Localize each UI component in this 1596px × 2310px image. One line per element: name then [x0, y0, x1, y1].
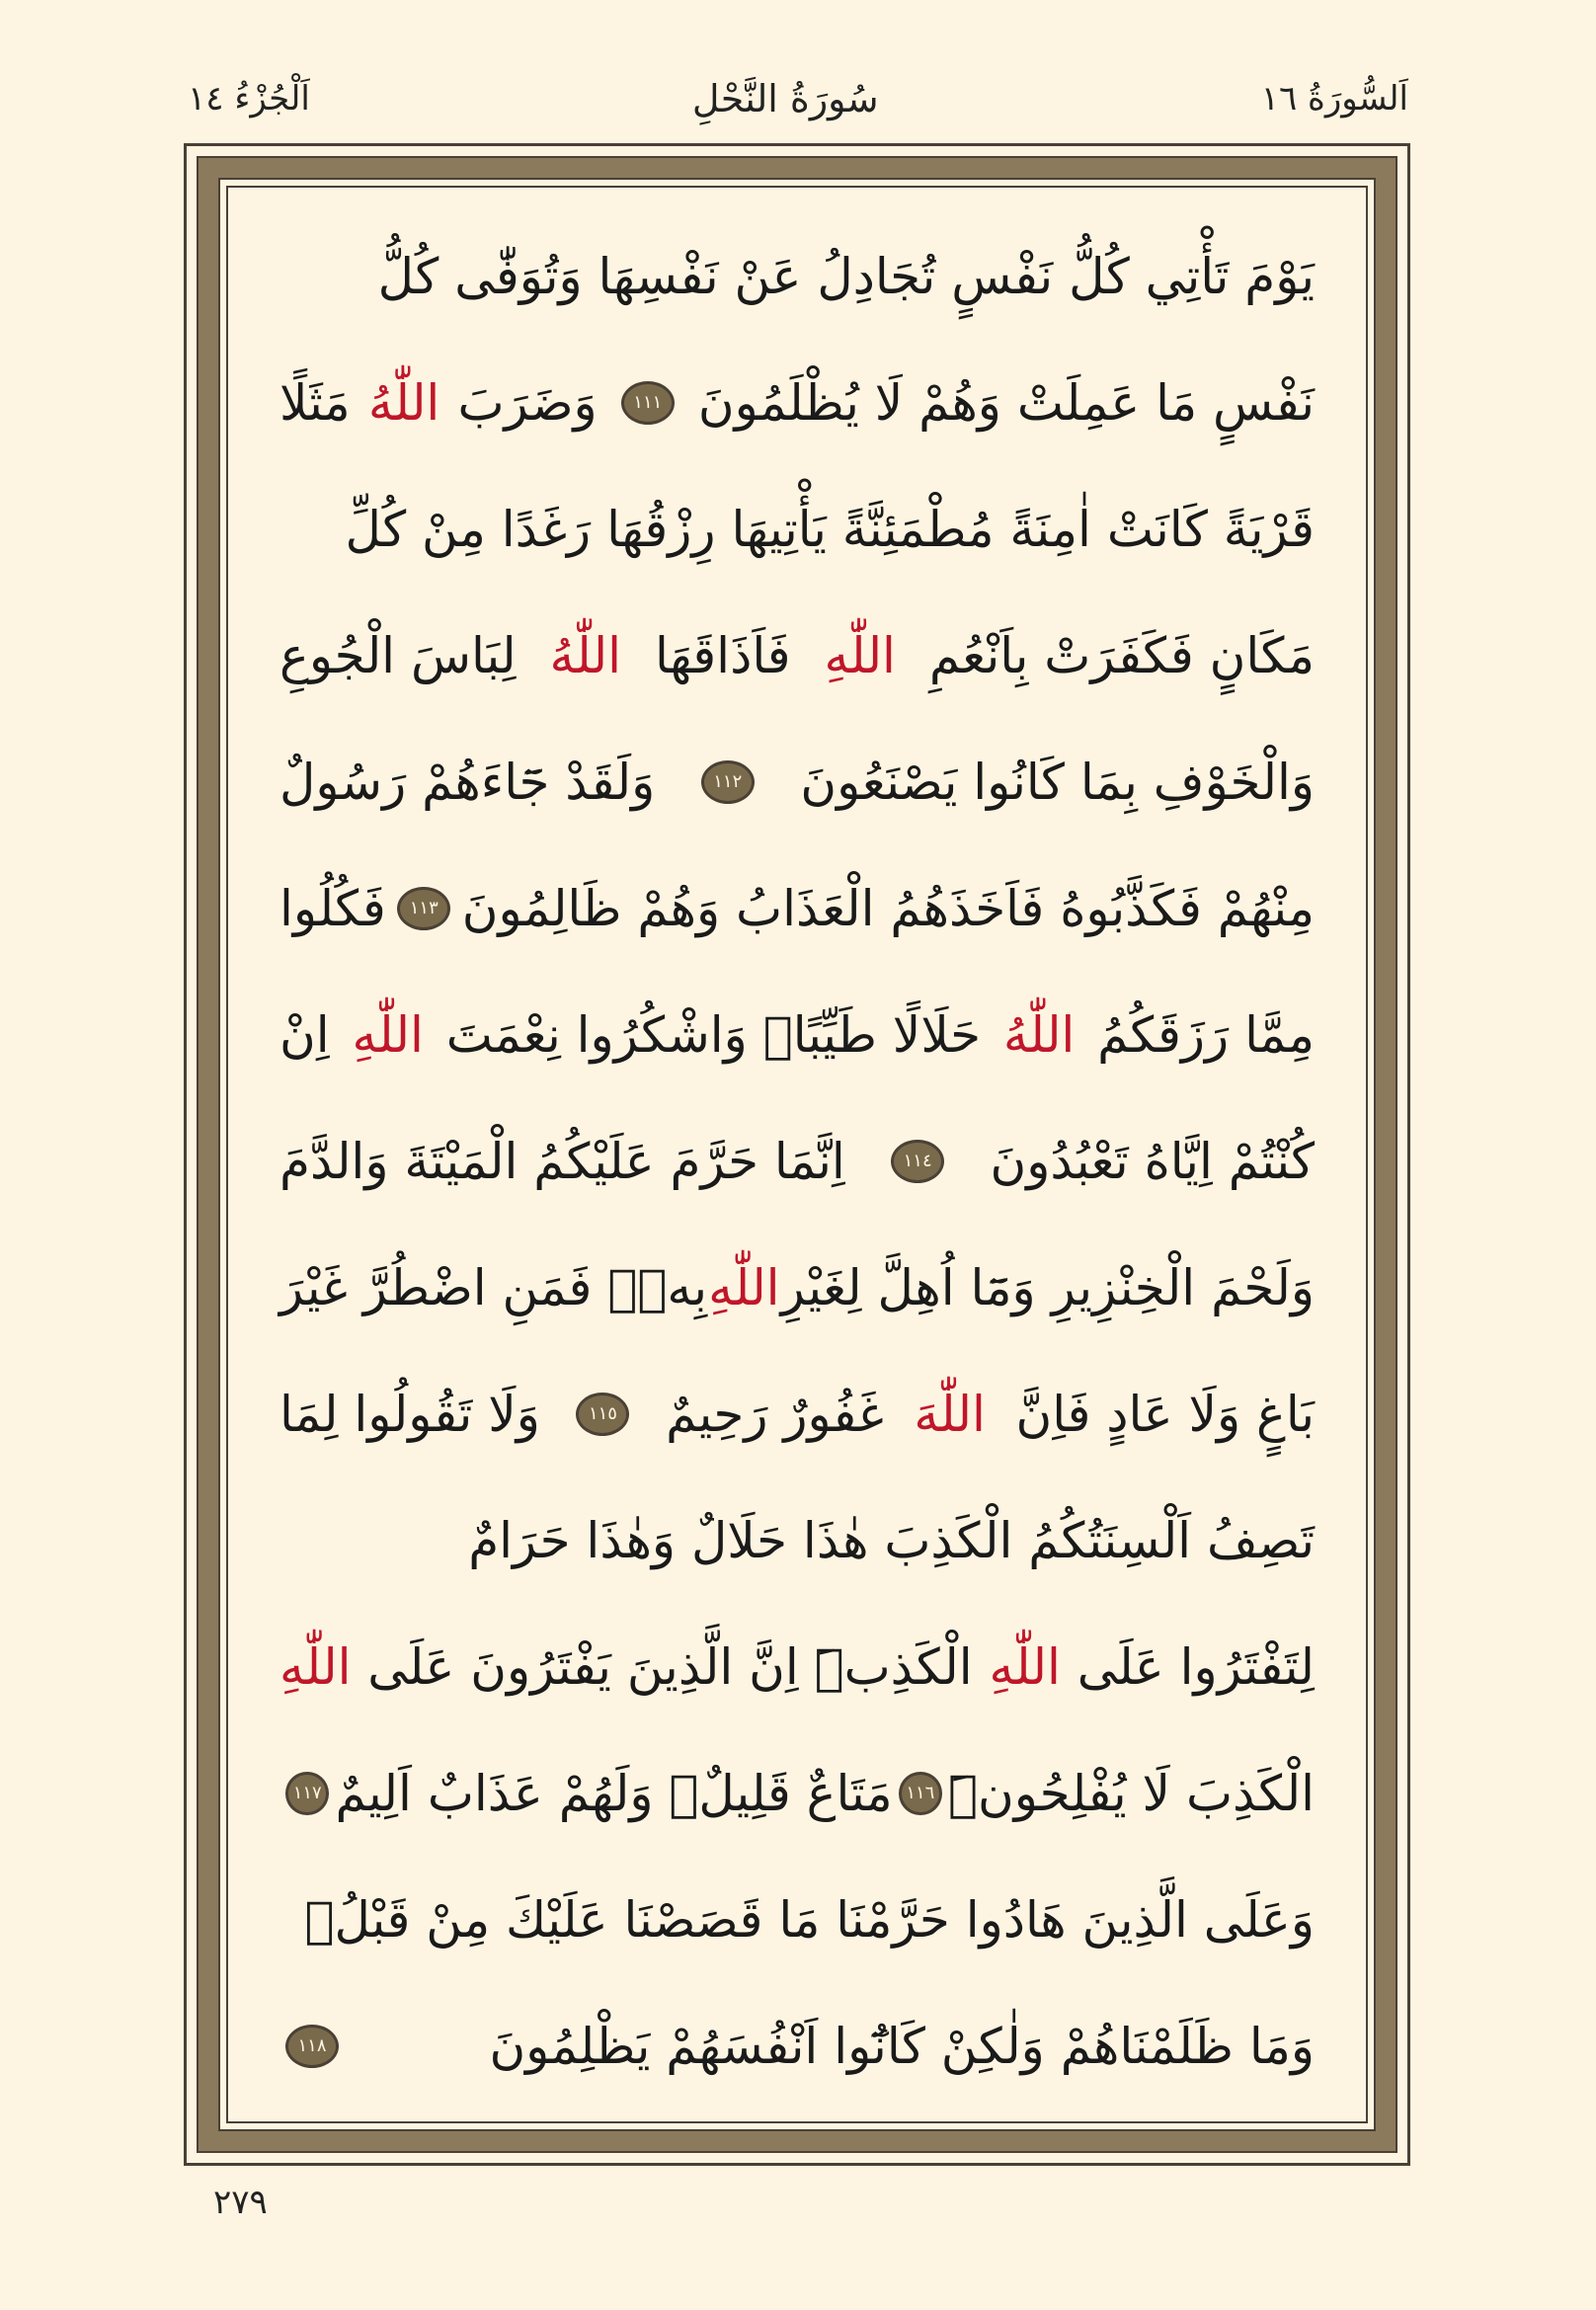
divine-name: اللّٰهِ — [989, 1638, 1061, 1696]
juz-number: اَلْجُزْءُ ١٤ — [188, 79, 310, 119]
verse-segment: بَاغٍ وَلَا عَادٍ فَاِنَّ — [1015, 1386, 1315, 1443]
verse-segment: قَرْيَةً كَانَتْ اٰمِنَةً مُطْمَئِنَّةً يَأْتِيهَا رِزْقُهَا رَغَدًا مِنْ كُلِّ — [345, 501, 1315, 558]
divine-name: اللّٰهِ — [708, 1259, 780, 1316]
divine-name: اللّٰهَ — [914, 1386, 986, 1443]
verse-segment: مِمَّا رَزَقَكُمُ — [1097, 1006, 1315, 1064]
divine-name: اللّٰهُ — [367, 374, 440, 432]
frame-border — [197, 156, 1397, 2153]
verse-segment: وَعَلَى الَّذِينَ هَادُوا حَرَّمْنَا مَا قَصَصْنَا عَلَيْكَ مِنْ قَبْلُۚ — [304, 1891, 1315, 1949]
verse-segment: غَفُورٌ رَحِيمٌ — [666, 1386, 884, 1443]
ayah-number-marker: ١١٢ — [701, 760, 755, 804]
ayah-number-marker: ١١٨ — [285, 2025, 339, 2068]
page-header — [188, 69, 1408, 128]
verse-line — [279, 1351, 1315, 1477]
verse-segment: بِهٖۚ فَمَنِ اضْطُرَّ غَيْرَ — [279, 1259, 708, 1316]
verse-segment: لِبَاسَ الْجُوعِ — [279, 627, 517, 684]
verse-line — [279, 1857, 1315, 1983]
verse-segment: اِنَّمَا حَرَّمَ عَلَيْكُمُ الْمَيْتَةَ وَالدَّمَ — [279, 1133, 845, 1190]
divine-name: اللّٰهِ — [279, 1638, 352, 1696]
verse-line — [279, 1730, 1315, 1857]
verse-line — [279, 593, 1315, 719]
text-area — [218, 178, 1376, 2131]
verse-segment: الْكَذِبَ لَا يُفْلِحُونَۜ — [948, 1765, 1315, 1822]
verse-segment: وَمَا ظَلَمْنَاهُمْ وَلٰكِنْ كَانُٓوا اَنْفُسَهُمْ يَظْلِمُونَ — [489, 2018, 1315, 2075]
ayah-number-marker: ١١٦ — [899, 1772, 942, 1815]
verse-line — [279, 845, 1315, 972]
verse-line — [279, 719, 1315, 845]
verse-segment: فَكُلُوا — [279, 880, 386, 937]
verse-line — [279, 466, 1315, 593]
verse-segment: وَالْخَوْفِ بِمَا كَانُوا يَصْنَعُونَ — [800, 754, 1315, 811]
verse-text — [279, 213, 1315, 2110]
ayah-number-marker: ١١٥ — [576, 1393, 629, 1436]
ayah-number-marker: ١١١ — [621, 381, 675, 425]
verse-segment: حَلَالًا طَيِّبًاۖ وَاشْكُرُوا نِعْمَتَ — [445, 1006, 982, 1064]
divine-name: اللّٰهُ — [549, 627, 622, 684]
ayah-number-marker: ١١٧ — [285, 1772, 329, 1815]
verse-segment: يَوْمَ تَأْتِي كُلُّ نَفْسٍ تُجَادِلُ عَنْ نَفْسِهَا وَتُوَفّٰى كُلُّ — [377, 248, 1315, 305]
verse-line — [279, 1098, 1315, 1225]
verse-segment: اِنْ — [279, 1006, 330, 1064]
verse-segment: وَلَقَدْ جَٓاءَهُمْ رَسُولٌ — [279, 754, 656, 811]
verse-line — [279, 1477, 1315, 1604]
verse-line — [279, 1983, 1315, 2110]
verse-segment: فَاَذَاقَهَا — [655, 627, 791, 684]
divine-name: اللّٰهِ — [824, 627, 896, 684]
divine-name: اللّٰهُ — [1002, 1006, 1076, 1064]
ayah-number-marker: ١١٣ — [397, 887, 450, 930]
verse-segment: كُنْتُمْ اِيَّاهُ تَعْبُدُونَ — [990, 1133, 1315, 1190]
divine-name: اللّٰهِ — [352, 1006, 424, 1064]
verse-line — [279, 213, 1315, 340]
verse-line — [279, 1604, 1315, 1730]
verse-segment: مَكَانٍ فَكَفَرَتْ بِاَنْعُمِ — [928, 627, 1315, 684]
verse-line — [279, 1225, 1315, 1351]
ayah-number-marker: ١١٤ — [891, 1140, 944, 1183]
verse-segment: وَضَرَبَ — [457, 374, 598, 432]
page-frame — [184, 143, 1410, 2166]
surah-number: اَلسُّورَةُ ١٦ — [1260, 79, 1408, 119]
surah-name: سُورَةُ النَّحْلِ — [691, 77, 879, 120]
verse-segment: مِنْهُمْ فَكَذَّبُوهُ فَاَخَذَهُمُ الْعَذَابُ وَهُمْ ظَالِمُونَ — [461, 880, 1315, 937]
verse-segment: مَثَلًا — [279, 374, 351, 432]
verse-segment: الْكَذِبَۜ اِنَّ الَّذِينَ يَفْتَرُونَ عَلَى — [367, 1638, 973, 1696]
verse-segment: وَلَا تَقُولُوا لِمَا — [279, 1386, 540, 1443]
page-number: ٢٧٩ — [213, 2183, 268, 2222]
verse-segment: نَفْسٍ مَا عَمِلَتْ وَهُمْ لَا يُظْلَمُونَ — [697, 374, 1315, 432]
verse-segment: لِتَفْتَرُوا عَلَى — [1077, 1638, 1315, 1696]
verse-line — [279, 972, 1315, 1098]
verse-line — [279, 340, 1315, 466]
verse-segment: مَتَاعٌ قَلِيلٌۖ وَلَهُمْ عَذَابٌ اَلِيمٌ — [335, 1765, 893, 1822]
verse-segment: وَلَحْمَ الْخِنْزِيرِ وَمَٓا اُهِلَّ لِغَيْرِ — [780, 1259, 1315, 1316]
verse-segment: تَصِفُ اَلْسِنَتُكُمُ الْكَذِبَ هٰذَا حَلَالٌ وَهٰذَا حَرَامٌ — [468, 1512, 1315, 1569]
